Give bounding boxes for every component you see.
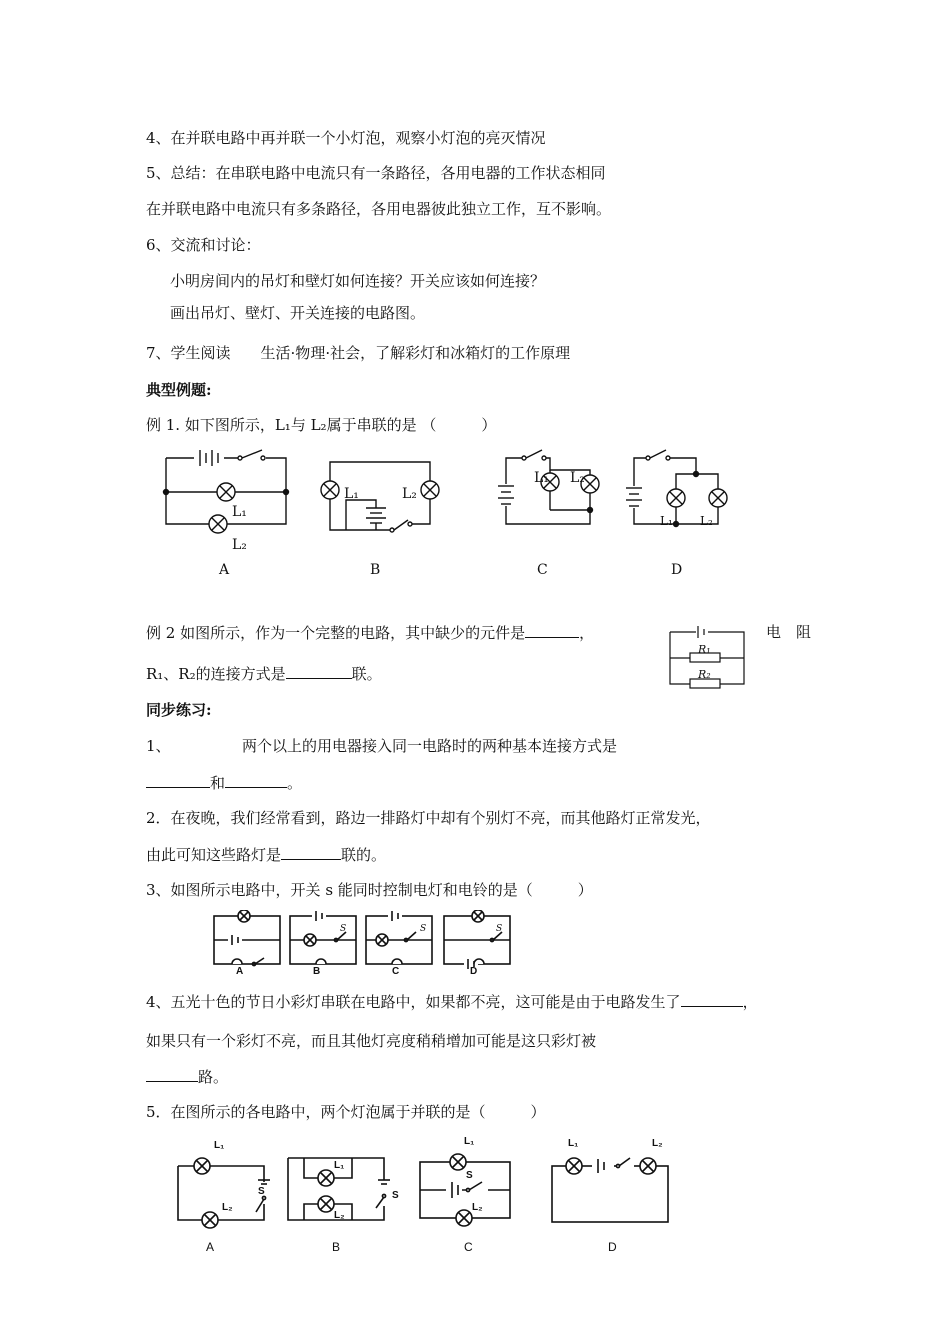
q3-option-a: A bbox=[236, 966, 244, 977]
q5-b-l1: L₁ bbox=[334, 1160, 345, 1171]
label-r1: R₁ bbox=[698, 643, 711, 656]
circuit-b bbox=[321, 462, 439, 532]
option-c: C bbox=[537, 562, 548, 578]
label-c-l1: L₁ bbox=[534, 470, 549, 486]
blank-missing-component bbox=[525, 622, 579, 638]
q5-option-a: A bbox=[206, 1240, 215, 1254]
question-2-text: 由此可知这些路灯是 bbox=[146, 846, 282, 864]
example-1-question: 例 1. 如下图所示，L₁与 L₂属于串联的是 （ ） bbox=[146, 416, 497, 434]
question-4-line-2: 如果只有一个彩灯不亮，而且其他灯亮度稍稍增加可能是这只彩灯被 bbox=[146, 1032, 597, 1050]
step-4: 4、在并联电路中再并联一个小灯泡，观察小灯泡的亮灭情况 bbox=[146, 129, 546, 147]
question-3-circuits bbox=[210, 910, 530, 980]
blank-streetlight-connection bbox=[281, 844, 341, 860]
q3-option-d: D bbox=[470, 966, 478, 977]
question-5-text: 5．在图所示的各电路中，两个灯泡属于并联的是（ ） bbox=[146, 1103, 546, 1121]
question-2-tail: 联的。 bbox=[341, 846, 387, 864]
practice-heading: 同步练习: bbox=[146, 701, 212, 719]
blank-circuit-fault bbox=[681, 991, 743, 1007]
q5-c-l1: L₁ bbox=[464, 1136, 475, 1147]
option-d: D bbox=[671, 562, 683, 578]
q5-d-l1: L₁ bbox=[568, 1138, 579, 1149]
q5-c-l2: L₂ bbox=[472, 1202, 483, 1213]
question-5-circuits bbox=[170, 1132, 690, 1232]
q3-switch-label-d: S bbox=[496, 924, 503, 934]
q3-circuit-d bbox=[444, 910, 510, 969]
label-c-l2: L₂ bbox=[570, 470, 585, 486]
label-r2: R₂ bbox=[698, 668, 711, 681]
examples-heading: 典型例题: bbox=[146, 381, 212, 399]
q5-a-l1: L₁ bbox=[214, 1140, 225, 1151]
question-3-text: 3、如图所示电路中，开关 s 能同时控制电灯和电铃的是（ ） bbox=[146, 881, 593, 899]
comma: ， bbox=[742, 993, 758, 1011]
label-d-l2: L₂ bbox=[700, 514, 713, 528]
question-1-text: 两个以上的用电器接入同一电路时的两种基本连接方式是 bbox=[242, 737, 618, 755]
q5-c-switch: S bbox=[466, 1170, 473, 1181]
question-4-line-3 bbox=[146, 1066, 228, 1087]
step-5-continued: 在并联电路中电流只有多条路径，各用电器彼此独立工作，互不影响。 bbox=[146, 200, 612, 218]
blank-connection-2 bbox=[225, 772, 287, 788]
circuit-d bbox=[622, 440, 742, 540]
q5-option-b: B bbox=[332, 1240, 341, 1254]
circuit-c bbox=[498, 450, 599, 524]
label-d-l1: L₁ bbox=[660, 514, 673, 528]
label-a-l2: L₂ bbox=[232, 537, 247, 553]
q5-option-d: D bbox=[608, 1240, 617, 1254]
step-6-task: 画出吊灯、壁灯、开关连接的电路图。 bbox=[170, 304, 426, 322]
q5-option-c: C bbox=[464, 1240, 473, 1254]
example-2-text: 例 2 如图所示，作为一个完整的电路，其中缺少的元件是 bbox=[146, 624, 526, 642]
period: 。 bbox=[287, 774, 303, 792]
example-2-line-1 bbox=[146, 622, 594, 643]
blank-connection-1 bbox=[146, 772, 210, 788]
q5-a-l2: L₂ bbox=[222, 1202, 233, 1213]
option-b: B bbox=[370, 562, 381, 578]
option-a: A bbox=[219, 562, 230, 578]
example-2-side-text: 电 阻 bbox=[766, 623, 812, 641]
label-b-l2: L₂ bbox=[402, 486, 417, 502]
q5-b-l2: L₂ bbox=[334, 1210, 345, 1221]
q3-circuit-a bbox=[214, 910, 280, 966]
example-2-comma: ， bbox=[579, 624, 595, 642]
label-a-l1: L₁ bbox=[232, 504, 247, 520]
example-2-connection-text: R₁、R₂的连接方式是 bbox=[146, 665, 286, 683]
q5-circuit-d bbox=[552, 1158, 668, 1222]
q3-option-c: C bbox=[392, 966, 400, 977]
step-5: 5、总结：在串联电路中电流只有一条路径，各用电器的工作状态相同 bbox=[146, 164, 606, 182]
q3-circuit-c bbox=[366, 911, 432, 964]
q5-circuit-c bbox=[420, 1154, 510, 1226]
label-b-l1: L₁ bbox=[344, 486, 359, 502]
circuit-a bbox=[164, 450, 289, 533]
q3-circuit-b bbox=[290, 911, 356, 964]
q5-a-switch: S bbox=[258, 1186, 265, 1197]
blank-short-circuit bbox=[146, 1066, 198, 1082]
step-6-question: 小明房间内的吊灯和壁灯如何连接？开关应该如何连接？ bbox=[170, 272, 546, 290]
and-text: 和 bbox=[210, 774, 226, 792]
question-4-line-1 bbox=[146, 991, 758, 1012]
q3-switch-label-c: S bbox=[420, 924, 427, 934]
question-1-blanks bbox=[146, 772, 302, 793]
question-4-tail: 路。 bbox=[198, 1068, 229, 1086]
question-4-text: 4、五光十色的节日小彩灯串联在电路中，如果都不亮，这可能是由于电路发生了 bbox=[146, 993, 681, 1011]
q3-switch-label-b: S bbox=[340, 924, 347, 934]
q5-circuit-a bbox=[178, 1158, 270, 1228]
q5-d-l2: L₂ bbox=[652, 1138, 663, 1149]
example-2-line-2 bbox=[146, 663, 382, 684]
step-7: 7、学生阅读 生活·物理·社会，了解彩灯和冰箱灯的工作原理 bbox=[146, 344, 571, 362]
blank-connection-type bbox=[286, 663, 352, 679]
question-1-number: 1、 bbox=[146, 737, 171, 755]
question-2-line-1: 2．在夜晚，我们经常看到，路边一排路灯中却有个别灯不亮，而其他路灯正常发光， bbox=[146, 809, 711, 827]
question-2-line-2 bbox=[146, 844, 386, 865]
step-6: 6、交流和讨论： bbox=[146, 236, 261, 254]
example-2-tail: 联。 bbox=[351, 665, 382, 683]
q5-b-switch: S bbox=[392, 1190, 399, 1201]
q3-option-b: B bbox=[313, 966, 321, 977]
